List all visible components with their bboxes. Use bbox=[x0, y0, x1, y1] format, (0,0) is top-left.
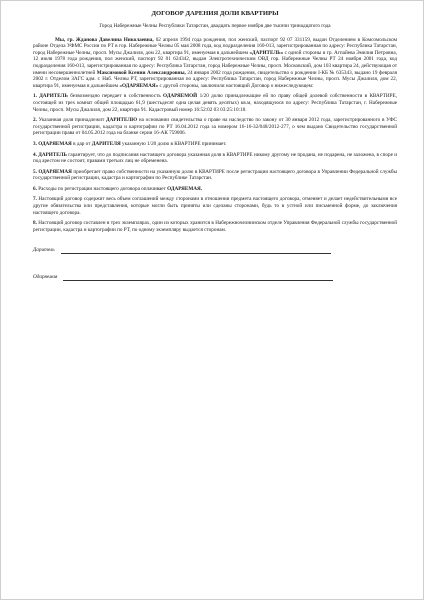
parties-paragraph bbox=[33, 37, 397, 90]
clause-3-text-1: в дар от bbox=[71, 140, 92, 147]
donor-term: «ДАРИТЕЛЬ» bbox=[249, 49, 284, 56]
clause-8 bbox=[33, 220, 397, 233]
parties-lead: Мы, гр. Жданова Давелина Николаевна, bbox=[55, 36, 154, 43]
clause-5-bold-1: ОДАРЯЕМАЯ bbox=[38, 168, 72, 175]
clause-4 bbox=[33, 152, 397, 165]
clause-1 bbox=[33, 93, 397, 113]
minor-name: Максимовой Ксении Александровны, bbox=[96, 69, 186, 76]
clause-8-number: 8. bbox=[33, 220, 37, 227]
clause-2 bbox=[33, 117, 397, 137]
clause-3-bold-2: ДАРИТЕЛЯ bbox=[91, 140, 121, 147]
parties-text-4: с другой стороны, заключили настоящий Договор о нижеследующем: bbox=[158, 82, 314, 89]
donor-signature-row bbox=[33, 247, 397, 254]
clause-1-bold-1: ДАРИТЕЛЬ bbox=[39, 93, 68, 100]
clause-6-number: 6. bbox=[33, 185, 37, 192]
parties-text-1: 02 апреля 1994 года рождения, пол женский, паспорт 92 07 331159, выдан Отделением в Комсомольском районе Отдела УФМС России по РТ в гор. Набережные Челны 05 мая 2008 года, код подразделения 160-013, зарегистрированная по адресу: Республика Татарстан, город Набережные Челны, просп. Мусы Джалиля, дом 22, квартира 91, именуемая в дальнейшем bbox=[33, 36, 398, 56]
clause-8-text-1: Настоящий договор составлен в трех экземплярах, один из которых хранится в Набережночелнинском отделе Управления Федеральной службы государственной регистрации, кадастра и картографии по РТ, по одному экземпляру выдается сторонам. bbox=[33, 220, 397, 233]
clause-6 bbox=[33, 186, 397, 193]
clause-2-text-1: Указанная доля принадлежит bbox=[36, 117, 106, 124]
parties-text-2: с одной стороны и гр. Агпайева Эмилия Петровна, 12 июля 1978 года рождения, пол женский, паспорт 92 01 624342, выдан Электротехническим ОВД гор. Набережные Челны РТ 24 ноября 2001 года, код подразделения 160-013, зарегистрированная по адресу: Республика Татарстан, город Набережные Челны, просп. Московский, дом 103 квартира 24, действующая от имени несовершеннолетней bbox=[33, 49, 398, 76]
donor-signature-label: Даритель bbox=[33, 247, 55, 254]
clause-5-text-1: приобретает право собственности на указанную долю в КВАРТИРЕ после регистрации настоящего договора в Управлении Федеральной службы государственной регистрации, кадастра и картографии по Республике Татарстан. bbox=[33, 168, 398, 182]
donee-signature-line bbox=[63, 275, 333, 281]
clause-2-text-2: на основании свидетельства о праве на наследство по закону от 30 января 2012 года, зарегистрированного в УФС государственной регистрации, кадастра и картографии по РТ 16.04.2012 года за номером 16-16-32/048/2012-277, о чем выдано Свидетельство государственной регистрации права от 04.05.2012 года на бланке серии 16-АК 759006. bbox=[33, 117, 398, 137]
clause-3 bbox=[33, 141, 397, 148]
donee-signature-label: Одаряемая bbox=[33, 274, 58, 281]
donor-signature-line bbox=[61, 248, 331, 254]
donee-term: «ОДАРЯЕМАЯ» bbox=[119, 82, 159, 89]
clause-7-number: 7. bbox=[33, 196, 37, 203]
donee-signature-row bbox=[33, 274, 397, 281]
place-date-line: Город Набережные Челны Республики Татарстан, двадцать первое ноября две тысячи тринадцатого года bbox=[99, 23, 331, 29]
clause-5-number: 5. bbox=[33, 168, 37, 175]
document-title: ДОГОВОР ДАРЕНИЯ ДОЛИ КВАРТИРЫ bbox=[151, 10, 279, 17]
clause-2-bold-1: ДАРИТЕЛЮ bbox=[106, 117, 138, 124]
clause-4-text-1: гарантирует, что до подписания настоящего договора указанная доля в КВАРТИРЕ никому другому не продана, не подарена, не заложена, в споре и под арестом не состоит, правами третьих лиц не обременена. bbox=[33, 151, 397, 165]
parties-text-3: 24 января 2002 года рождения, свидетельство о рождении I-КБ № 635343, выдано 19 февраля 2002 г. Отделом ЗАГС адм. г. Наб. Челны РТ, зарегистрированная по адресу: Республика Татарстан, город Набережные Челны, просп. Мусы Джалиля, дом 22, квартира 91, именуемая в дальнейшем bbox=[33, 69, 397, 89]
clause-6-bold-1: ОДАРЯЕМАЯ. bbox=[167, 185, 203, 192]
clause-2-number: 2. bbox=[33, 117, 37, 124]
clause-3-bold-1: ОДАРЯЕМАЯ bbox=[38, 140, 72, 147]
clause-7-text-1: Настоящий договор содержит весь объем соглашений между сторонами в отношении предмета настоящего договора, отменяет и делает недействительными все другие обязательства или представления, которые могли быть приняты или сделаны сторонами, будь то в устной или письменной форме, до заключения настоящего договора. bbox=[33, 196, 397, 216]
clause-4-number: 4. bbox=[33, 151, 37, 158]
clause-1-bold-2: ОДАРЯЕМОЙ bbox=[163, 93, 198, 100]
clause-1-text-1: безвозмездно передает в собственность bbox=[67, 93, 164, 100]
clause-7 bbox=[33, 196, 397, 216]
clause-5 bbox=[33, 169, 397, 182]
clause-6-text-1: Расходы по регистрации настоящего договора оплачивает bbox=[36, 185, 168, 192]
clause-4-bold-1: ДАРИТЕЛЬ bbox=[38, 151, 67, 158]
clause-3-text-2: указанную 1/20 долю в КВАРТИРЕ принимает. bbox=[120, 140, 227, 147]
clause-1-number: 1. bbox=[33, 93, 37, 100]
clause-1-text-2: 1/20 долю принадлежащие ей по праву общей долевой собственности в КВАРТИРЕ, состоящей из трех комнат общей площадью 61,9 (шестьдесят одна целая девять десятых) кв.м, находящуюся по адресу: Республика Татарстан, г. Набережные Челны, просп. Мусы Джалиля, дом 22, квартира 91. Кадастровый номер 16:52:02 03 03:25:10:18. bbox=[33, 93, 398, 113]
clause-3-number: 3. bbox=[33, 140, 37, 147]
